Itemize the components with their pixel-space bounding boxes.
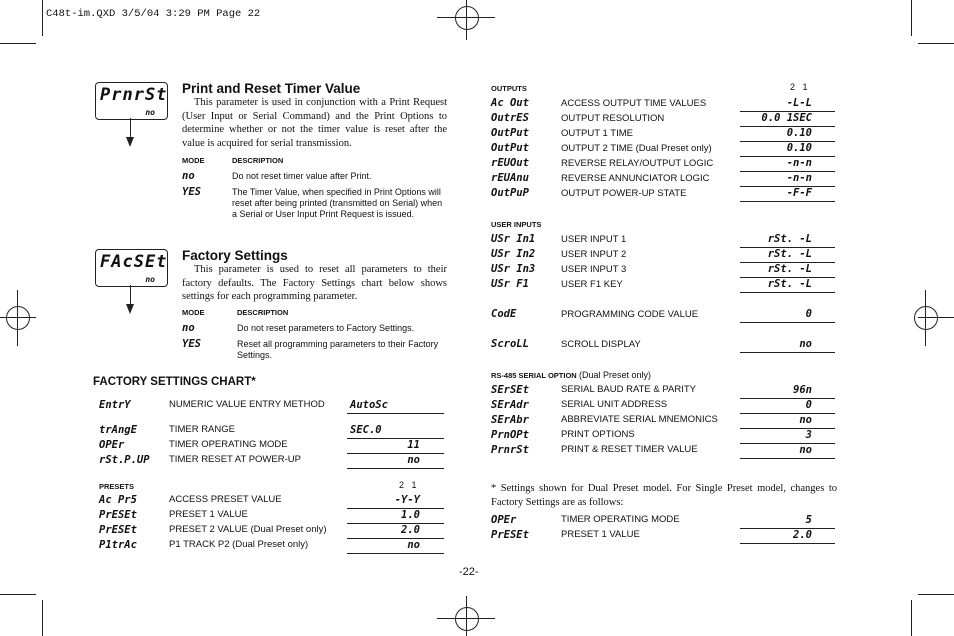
param-code: OutPut (491, 127, 529, 139)
value-underline (740, 292, 835, 293)
param-description: USER F1 KEY (561, 279, 623, 290)
mode-code: YES (182, 186, 201, 198)
param-code: rSt.P.UP (99, 454, 150, 466)
factory-settings-text: This parameter is used to reset all parameters to their factory defaults. The Factory Settings chart below shows settings for each programming parameter. (182, 264, 447, 302)
presets-heading: PRESETS (99, 482, 135, 491)
param-description: PRINT OPTIONS (561, 429, 635, 440)
param-description: P1 TRACK P2 (Dual Preset only) (169, 539, 309, 550)
param-value: no (407, 454, 420, 466)
param-description: OUTPUT 1 TIME (561, 128, 633, 139)
value-underline (740, 201, 835, 202)
param-description: REVERSE ANNUNCIATOR LOGIC (561, 173, 710, 184)
param-code: OutPuP (491, 187, 529, 199)
mode-code: no (182, 170, 195, 182)
param-value: 2.0 (401, 524, 420, 536)
param-value: -Y-Y (394, 494, 420, 506)
mode-description: Do not reset parameters to Factory Settings. (237, 323, 415, 333)
value-underline (347, 468, 444, 469)
param-code: USr In3 (491, 263, 536, 275)
param-value: 5 (805, 514, 812, 526)
param-description: SCROLL DISPLAY (561, 339, 641, 350)
param-description: REVERSE RELAY/OUTPUT LOGIC (561, 158, 714, 169)
param-description: OUTPUT POWER-UP STATE (561, 188, 687, 199)
param-value: -L-L (786, 97, 812, 109)
param-value: rSt. -L (767, 233, 812, 245)
param-value: rSt. -L (767, 248, 812, 260)
param-value: -n-n (786, 157, 812, 169)
param-description: PROGRAMMING CODE VALUE (561, 309, 699, 320)
param-value: SEC.0 (350, 424, 382, 436)
value-underline (740, 543, 835, 544)
value-underline (347, 553, 444, 554)
param-description: USER INPUT 1 (561, 234, 627, 245)
param-value: no (799, 338, 812, 350)
mode-code: YES (182, 338, 201, 350)
param-description: OUTPUT RESOLUTION (561, 113, 665, 124)
param-value: rSt. -L (767, 278, 812, 290)
chart-title: FACTORY SETTINGS CHART* (93, 376, 256, 388)
param-description: TIMER RESET AT POWER-UP (169, 454, 301, 465)
display-sub-text: no (145, 275, 155, 284)
param-value: -F-F (786, 187, 812, 199)
param-description: PRESET 1 VALUE (561, 529, 640, 540)
down-arrow-icon (126, 304, 134, 314)
param-description: USER INPUT 3 (561, 264, 627, 275)
param-value: 0.10 (786, 142, 812, 154)
param-value: no (799, 414, 812, 426)
description-col-header: DESCRIPTION (232, 156, 284, 165)
value-underline (740, 458, 835, 459)
param-code: SErAdr (491, 399, 529, 411)
down-arrow-line (130, 118, 131, 138)
param-value: 96n (793, 384, 812, 396)
param-description: TIMER OPERATING MODE (169, 439, 288, 450)
value-underline (347, 413, 444, 414)
param-code: Ac Out (491, 97, 529, 109)
print-reset-text: This parameter is used in conjunction with a Print Request (User Input or Serial Command) and the Print Options to determine whether or not the timer value is reset after the value is acquired for serial transmission. (182, 97, 447, 149)
param-description: ABBREVIATE SERIAL MNEMONICS (561, 414, 718, 425)
param-value: 0.0 1SEC (761, 112, 812, 124)
file-header: C48t-im.QXD 3/5/04 3:29 PM Page 22 (46, 8, 261, 20)
serial-heading: RS-485 SERIAL OPTION (491, 371, 577, 380)
page-number: -22- (459, 566, 479, 578)
facset-display (95, 249, 168, 287)
display-main-text: PrnrSt (100, 85, 168, 105)
mode-col-header: MODE (182, 308, 205, 317)
param-value: 3 (805, 429, 812, 441)
down-arrow-icon (126, 137, 134, 147)
param-value: 0 (805, 308, 812, 320)
mode-description: The Timer Value, when specified in Print Options will reset after being printed (transmitted on Serial) when a Serial or User Input Print Request is issued. (232, 187, 443, 219)
param-description: PRESET 2 VALUE (Dual Preset only) (169, 524, 327, 535)
param-value: 1.0 (401, 509, 420, 521)
param-description: TIMER OPERATING MODE (561, 514, 680, 525)
factory-settings-title: Factory Settings (182, 248, 288, 263)
param-description: SERIAL BAUD RATE & PARITY (561, 384, 696, 395)
param-code: USr In2 (491, 248, 536, 260)
mode-description: Do not reset timer value after Print. (232, 171, 372, 181)
param-value: AutoSc (350, 399, 388, 411)
footnote: * Settings shown for Dual Preset model. For Single Preset model, changes to Factory Settings are as follows: (491, 483, 837, 508)
param-description: OUTPUT 2 TIME (Dual Preset only) (561, 143, 712, 154)
param-code: OutPut (491, 142, 529, 154)
value-underline (740, 352, 835, 353)
param-description: ACCESS OUTPUT TIME VALUES (561, 98, 707, 109)
param-code: OPEr (99, 439, 125, 451)
param-code: PrESEt (491, 529, 529, 541)
param-code: trAngE (99, 424, 137, 436)
print-reset-title: Print and Reset Timer Value (182, 81, 361, 96)
param-code: rEUAnu (491, 172, 529, 184)
param-value: 0.10 (786, 127, 812, 139)
mode-description: Reset all programming parameters to their Factory Settings. (237, 339, 439, 360)
outputs-col-numbers: 2 1 (790, 82, 808, 92)
param-code: rEUOut (491, 157, 529, 169)
param-description: USER INPUT 2 (561, 249, 627, 260)
param-code: PrnOPt (491, 429, 529, 441)
description-col-header: DESCRIPTION (237, 308, 289, 317)
serial-heading-line (491, 370, 651, 380)
mode-code: no (182, 322, 195, 334)
param-code: OutrES (491, 112, 529, 124)
param-code: EntrY (99, 399, 131, 411)
param-value: 0 (805, 399, 812, 411)
param-value: -n-n (786, 172, 812, 184)
value-underline (740, 322, 835, 323)
param-code: PrESEt (99, 509, 137, 521)
param-code: PrESEt (99, 524, 137, 536)
param-description: PRINT & RESET TIMER VALUE (561, 444, 698, 455)
param-code: USr In1 (491, 233, 536, 245)
param-code: PrnrSt (491, 444, 529, 456)
param-description: TIMER RANGE (169, 424, 235, 435)
display-main-text: FAcSEt (100, 252, 168, 272)
display-sub-text: no (145, 108, 155, 117)
param-value: no (799, 444, 812, 456)
prnrst-display (95, 82, 168, 120)
param-description: ACCESS PRESET VALUE (169, 494, 282, 505)
user-inputs-heading: USER INPUTS (491, 220, 542, 229)
param-value: no (407, 539, 420, 551)
param-code: CodE (491, 308, 517, 320)
mode-col-header: MODE (182, 156, 205, 165)
presets-col-numbers: 2 1 (399, 480, 417, 490)
param-value: rSt. -L (767, 263, 812, 275)
param-description: PRESET 1 VALUE (169, 509, 248, 520)
param-value: 2.0 (793, 529, 812, 541)
outputs-heading: OUTPUTS (491, 84, 527, 93)
param-description: SERIAL UNIT ADDRESS (561, 399, 668, 410)
param-code: P1trAc (99, 539, 137, 551)
param-code: Ac Pr5 (99, 494, 137, 506)
param-description: NUMERIC VALUE ENTRY METHOD (169, 399, 325, 410)
down-arrow-line (130, 285, 131, 305)
param-code: OPEr (491, 514, 517, 526)
param-code: SErAbr (491, 414, 529, 426)
param-code: USr F1 (491, 278, 529, 290)
serial-heading-note: (Dual Preset only) (578, 370, 651, 380)
param-code: ScroLL (491, 338, 529, 350)
param-code: SErSEt (491, 384, 529, 396)
param-value: 11 (407, 439, 420, 451)
